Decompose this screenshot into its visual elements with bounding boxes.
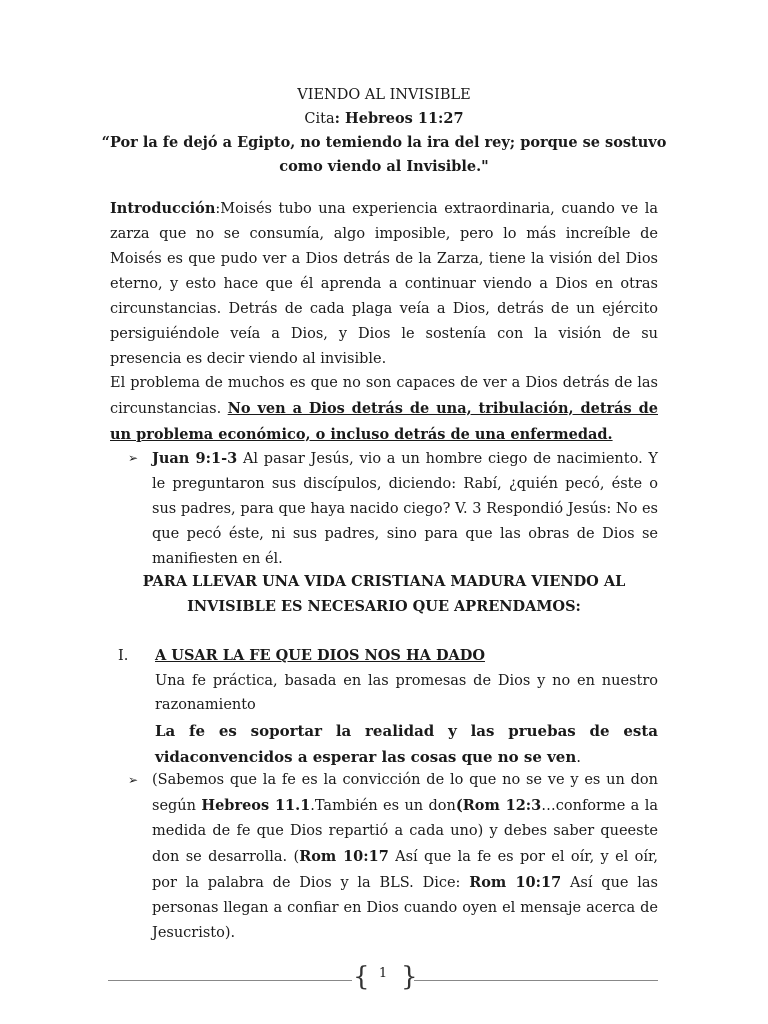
section-heading-line-2: INVISIBLE ES NECESARIO QUE APRENDAMOS: [187, 598, 581, 615]
juan-reference: Juan 9:1-3 [152, 450, 238, 467]
arrowhead-bullet-icon: ➢ [128, 773, 139, 787]
problem-emphasis: No ven a Dios detrás de una, tribulación, detrás de un problema económico, o incluso detrás de una enfermedad. [110, 400, 658, 443]
introduction-label: Introducción [110, 200, 216, 217]
bullet-fe-text: (Sabemos que la fe es la convicción de lo que no se ve y es un don según Hebreos 11.1.También es un don(Rom 12:3…conforme a la medida de fe que Dios repartió a cada uno) y debes saber queeste don se desarrolla. (Rom 10:17 Así que la fe es por el oír, y el oír, por la palabra de Dios y la BLS. Dice: Rom 10:17 Así que las personas llegan a confiar en Dios cuando oyen el mensaje acerca de Jesucristo). [152, 772, 658, 941]
curly-brace-left-icon: { [353, 962, 370, 992]
rom-10-17-reference: Rom 10:17 [299, 848, 389, 865]
rom-12-3-reference: (Rom 12:3 [455, 797, 542, 814]
verse-line-2: como viendo al Invisible." [279, 158, 489, 175]
document-title: VIENDO AL INVISIBLE [297, 87, 471, 103]
footer-rule-right [414, 980, 658, 981]
bullet-juan-text [152, 446, 658, 572]
problem-text: El problema de muchos es que no son capaces de ver a Dios detrás de las circunstancias. [110, 375, 658, 417]
curly-brace-right-icon: } [401, 962, 418, 992]
footer-rule-left [108, 980, 352, 981]
rom-10-17-reference-bls: Rom 10:17 [469, 874, 562, 891]
page-number: 1 [378, 966, 388, 981]
hebreos-reference: Hebreos 11.1 [201, 797, 311, 814]
bullet-juan [128, 446, 658, 572]
section-heading [110, 569, 658, 619]
section-bold-statement: La fe es soportar la realidad y las pruebas de esta vidaconvencidos a esperar las cosas que no se ven. [155, 722, 658, 766]
arrowhead-bullet-icon: ➢ [128, 451, 139, 465]
bullet-fe [128, 768, 658, 946]
section-heading-line-1: PARA LLEVAR UNA VIDA CRISTIANA MADURA VIENDO AL [142, 573, 626, 590]
citation-reference: : Hebreos 11:27 [334, 110, 464, 127]
citation-label: Cita [304, 111, 335, 127]
section-title: A USAR LA FE QUE DIOS NOS HA DADO [155, 647, 485, 664]
verse-line-1: “Por la fe dejó a Egipto, no temiendo la ira del rey; porque se sostuvo [101, 134, 667, 151]
title-block [100, 83, 668, 179]
section-numeral: I. [118, 648, 129, 664]
juan-text: Al pasar Jesús, vio a un hombre ciego de nacimiento. Y le preguntaron sus discípulos, diciendo: Rabí, ¿quién pecó, éste o sus padres, para que haya nacido ciego? V. 3 Respondió Jesús: No es que pecó éste, ni sus padres, sino para que las obras de Dios se manifiesten en él. [152, 451, 659, 567]
introduction-text: :Moisés tubo una experiencia extraordinaria, cuando ve la zarza que no se consumía, algo imposible, pero lo más increíble de Moisés es que pudo ver a Dios detrás de la Zarza, tiene la visión del Dios eterno, y esto hace que él aprenda a continuar viendo a Dios en otras circunstancias. Detrás de cada plaga veía a Dios, detrás de un ejército persiguiéndole veía a Dios, y Dios le sostenía con la visión de su presencia es decir viendo al invisible. [110, 201, 658, 367]
section-body: Una fe práctica, basada en las promesas de Dios y no en nuestro razonamiento [155, 673, 658, 713]
problem-paragraph [110, 371, 658, 448]
citation-line [100, 107, 668, 131]
introduction-paragraph [110, 196, 658, 372]
